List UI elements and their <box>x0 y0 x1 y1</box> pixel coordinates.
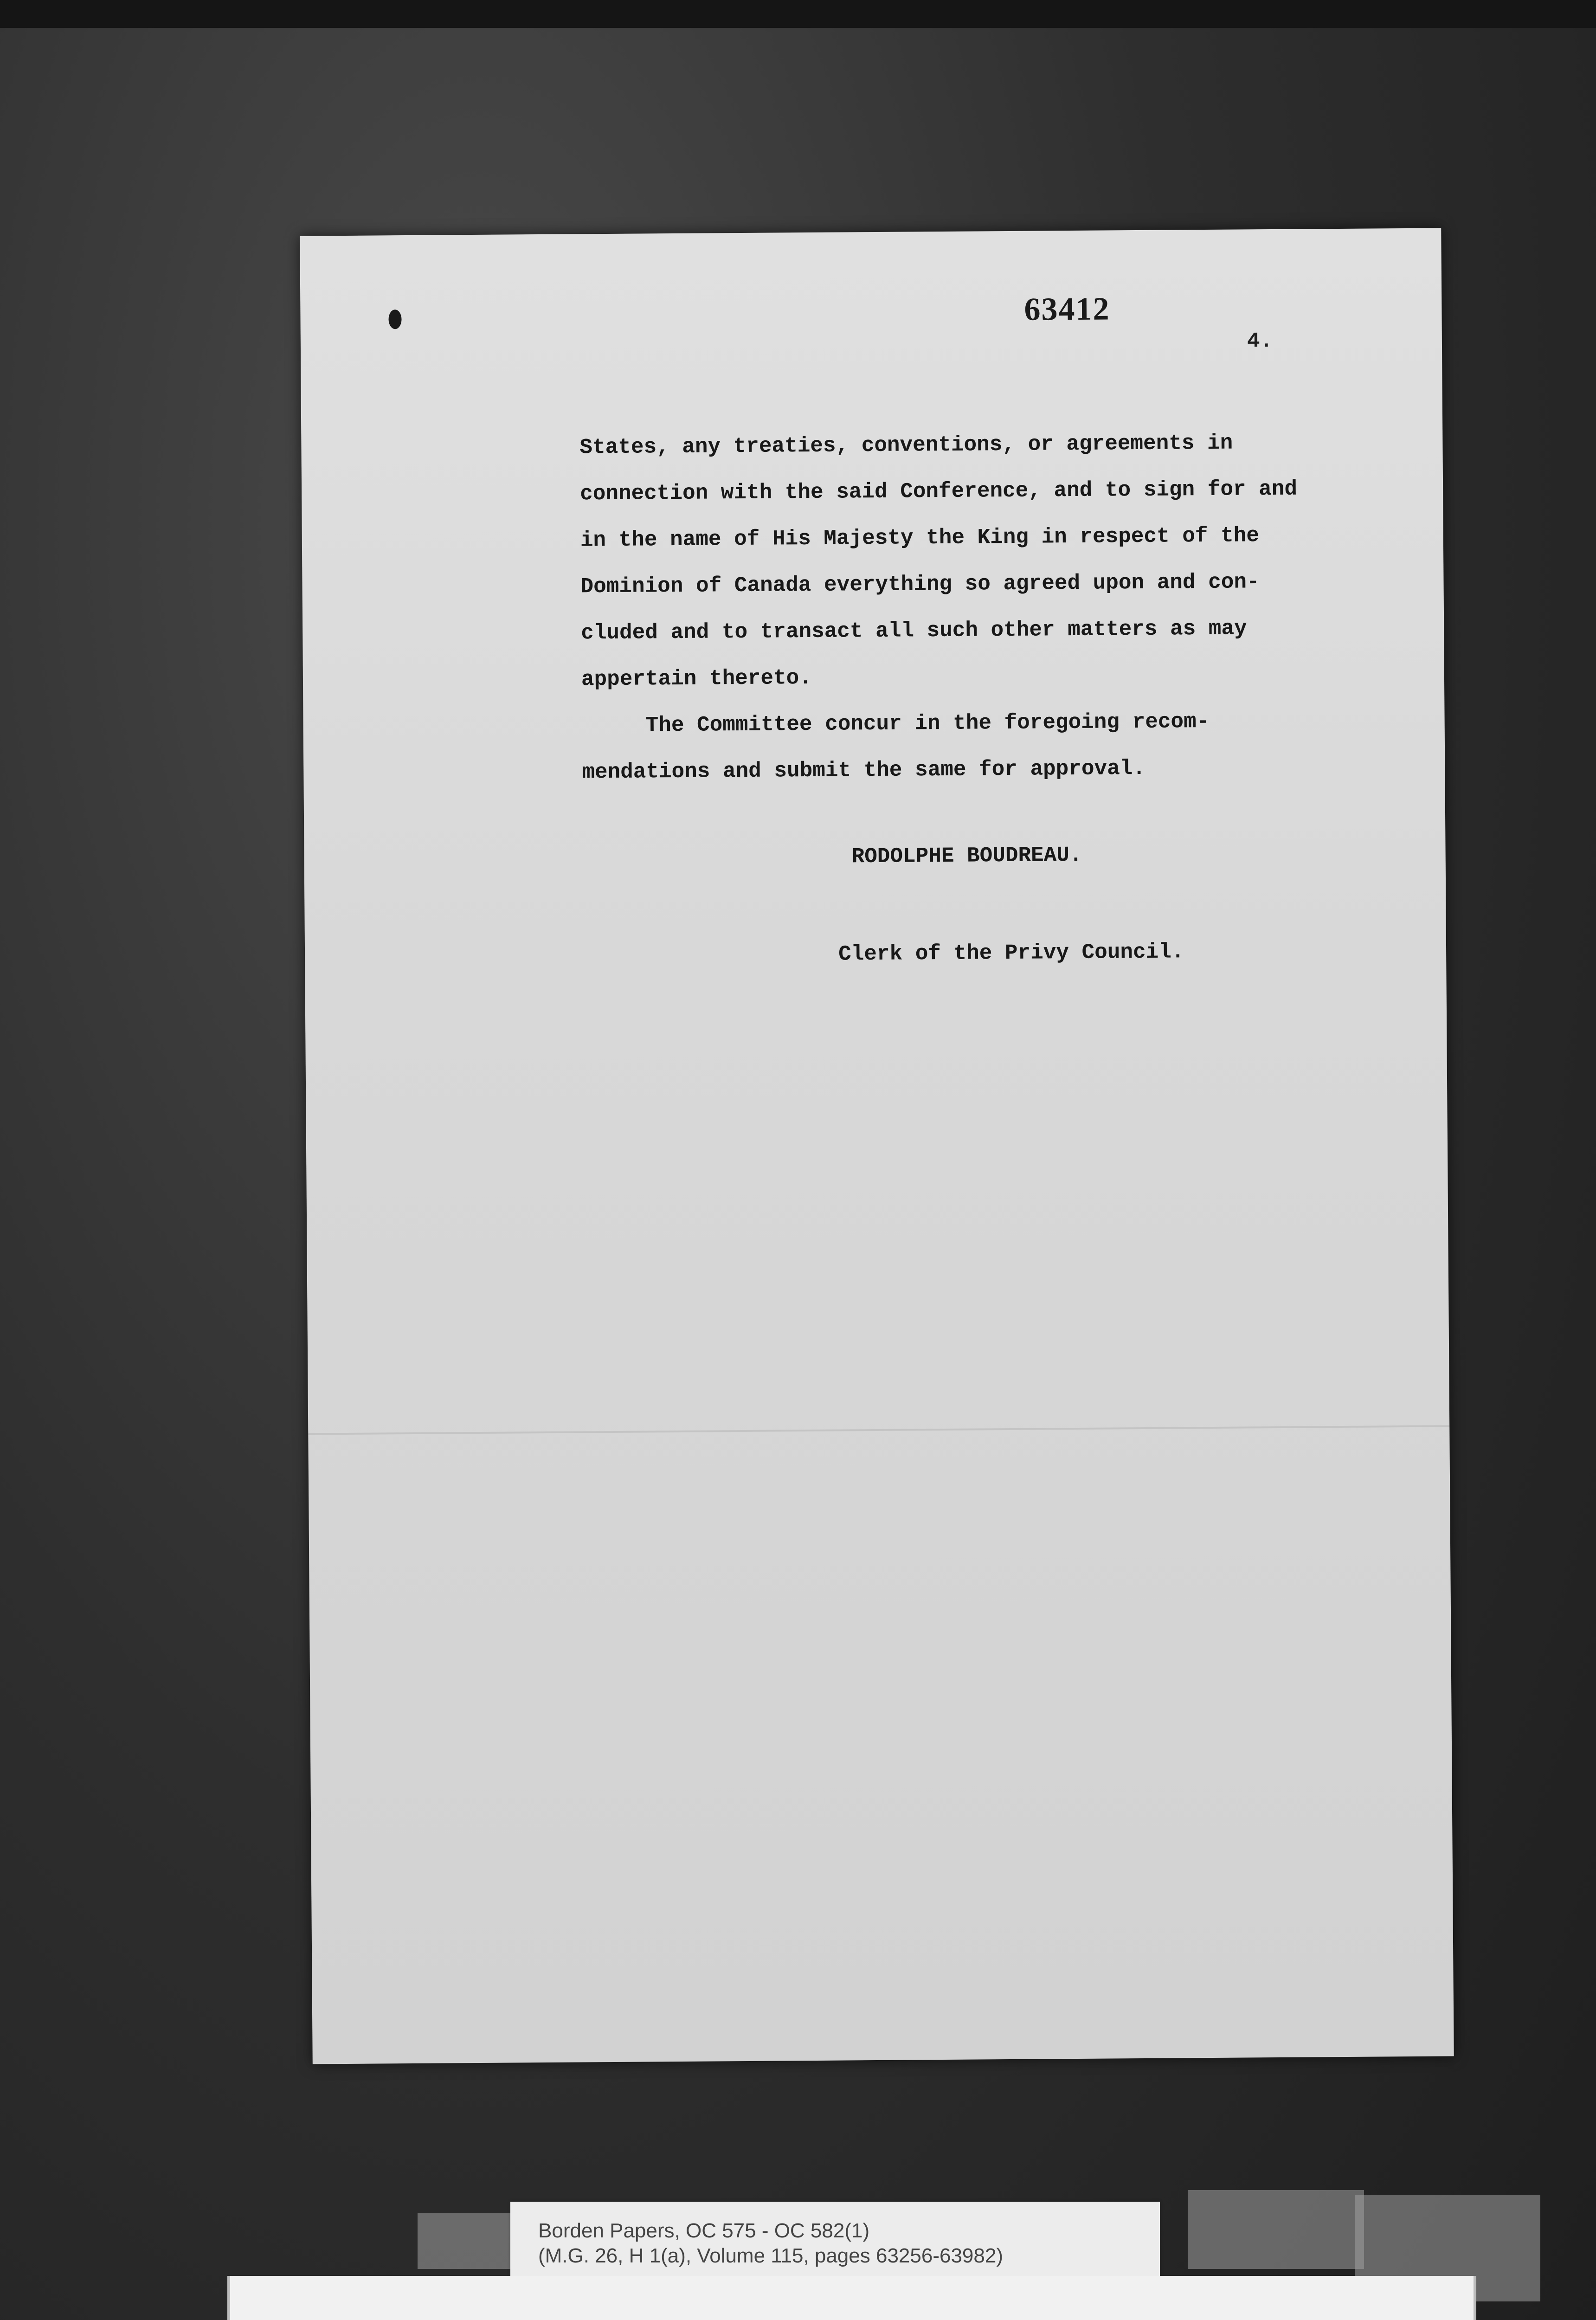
reference-label <box>510 2202 1160 2285</box>
page-number: 4. <box>1247 329 1273 354</box>
tape-strip <box>1188 2190 1364 2269</box>
document-number: 63412 <box>1024 291 1110 328</box>
signature-title: Clerk of the Privy Council. <box>838 940 1184 967</box>
reference-line-1: Borden Papers, OC 575 - OC 582(1) <box>538 2219 870 2242</box>
body-text <box>579 419 1371 796</box>
paper-fold <box>308 1425 1449 1435</box>
document-page <box>300 228 1454 2064</box>
signature-name: RODOLPHE BOUDREAU. <box>851 843 1082 869</box>
body-line: mendations and submit the same for approval. <box>582 756 1146 785</box>
scan-top-edge <box>0 0 1596 28</box>
archive-stamp-card <box>227 2276 1476 2320</box>
body-line: appertain thereto. <box>581 665 812 692</box>
body-line: cluded and to transact all such other matters as may <box>581 616 1247 645</box>
body-line: The Committee concur in the foregoing recom- <box>581 709 1210 738</box>
body-line: States, any treaties, conventions, or agreements in <box>579 431 1233 460</box>
punch-hole <box>388 309 401 329</box>
body-line: connection with the said Conference, and to sign for and <box>579 477 1298 506</box>
reference-line-2: (M.G. 26, H 1(a), Volume 115, pages 63256-63982) <box>538 2244 1003 2267</box>
body-line: in the name of His Majesty the King in respect of the <box>580 523 1260 553</box>
body-line: Dominion of Canada everything so agreed upon and con- <box>580 570 1260 599</box>
